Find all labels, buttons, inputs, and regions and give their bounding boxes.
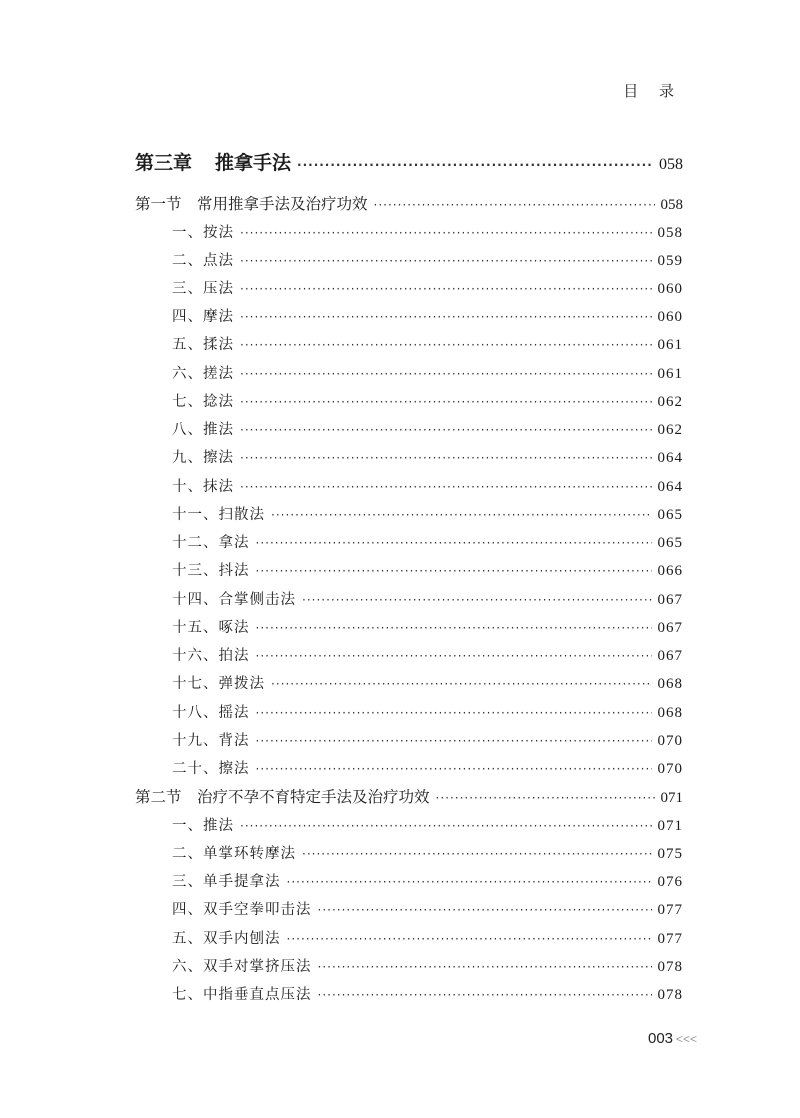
item-page: 065	[657, 535, 683, 551]
running-header: 目 录	[623, 82, 682, 100]
toc-item-entry[interactable]	[172, 701, 683, 722]
item-page: 065	[657, 507, 683, 523]
dot-leader	[297, 152, 653, 174]
section-title: 治疗不孕不育特定手法及治疗功效	[197, 788, 430, 806]
toc-item-entry[interactable]	[172, 729, 683, 750]
item-label: 八、推法	[172, 422, 234, 438]
page-number: 003	[648, 1030, 674, 1047]
item-page: 058	[657, 225, 683, 241]
toc-item-entry[interactable]	[172, 277, 683, 298]
toc-item-entry[interactable]	[172, 983, 683, 1004]
toc-section-entry[interactable]	[135, 785, 683, 807]
item-page: 078	[657, 959, 683, 975]
item-label: 十二、拿法	[172, 535, 250, 551]
dot-leader	[240, 225, 652, 241]
dot-leader	[256, 761, 652, 777]
chapter-page: 058	[659, 156, 683, 173]
toc-item-entry[interactable]	[172, 927, 683, 948]
toc-item-entry[interactable]	[172, 390, 683, 411]
item-label: 十七、弹拨法	[172, 676, 265, 692]
dot-leader	[240, 422, 652, 438]
chapter-number: 第三章	[135, 152, 193, 174]
item-label: 三、压法	[172, 281, 234, 297]
dot-leader	[287, 874, 652, 890]
section-title: 常用推拿手法及治疗功效	[197, 195, 368, 213]
item-page: 077	[657, 931, 683, 947]
dot-leader	[318, 902, 652, 918]
item-label: 四、双手空拳叩击法	[172, 902, 312, 918]
toc-item-entry[interactable]	[172, 955, 683, 976]
item-label: 二、点法	[172, 253, 234, 269]
dot-leader	[256, 705, 652, 721]
dot-leader	[240, 253, 652, 269]
item-page: 059	[657, 253, 683, 269]
item-label: 一、推法	[172, 818, 234, 834]
toc-item-entry[interactable]	[172, 644, 683, 665]
dot-leader	[256, 733, 652, 749]
item-label: 十八、摇法	[172, 705, 250, 721]
section-number: 第一节	[135, 195, 182, 213]
item-label: 四、摩法	[172, 309, 234, 325]
toc-chapter-entry[interactable]	[135, 148, 683, 175]
toc-item-entry[interactable]	[172, 616, 683, 637]
item-page: 067	[657, 620, 683, 636]
item-page: 070	[657, 733, 683, 749]
item-label: 六、搓法	[172, 366, 234, 382]
toc-item-entry[interactable]	[172, 221, 683, 242]
toc-item-entry[interactable]	[172, 333, 683, 354]
dot-leader	[256, 535, 652, 551]
dot-leader	[240, 281, 652, 297]
item-label: 七、捻法	[172, 394, 234, 410]
page-footer	[648, 1030, 697, 1047]
chapter-title: 推拿手法	[215, 152, 292, 174]
toc-item-entry[interactable]	[172, 842, 683, 863]
item-page: 062	[657, 422, 683, 438]
item-label: 五、揉法	[172, 337, 234, 353]
toc-item-entry[interactable]	[172, 249, 683, 270]
dot-leader	[240, 337, 652, 353]
dot-leader	[240, 450, 652, 466]
item-page: 060	[657, 309, 683, 325]
item-page: 067	[657, 648, 683, 664]
dot-leader	[287, 931, 652, 947]
item-label: 十四、合掌侧击法	[172, 592, 296, 608]
item-label: 二十、擦法	[172, 761, 250, 777]
page-arrows-icon: <<<	[676, 1032, 698, 1046]
dot-leader	[271, 676, 652, 692]
toc-item-entry[interactable]	[172, 898, 683, 919]
item-label: 五、双手内刨法	[172, 931, 281, 947]
item-page: 068	[657, 676, 683, 692]
dot-leader	[302, 592, 652, 608]
dot-leader	[256, 648, 652, 664]
item-label: 十五、啄法	[172, 620, 250, 636]
item-label: 十九、背法	[172, 733, 250, 749]
item-page: 066	[657, 563, 683, 579]
toc-section-entry[interactable]	[135, 192, 683, 214]
toc-item-entry[interactable]	[172, 588, 683, 609]
dot-leader	[240, 366, 652, 382]
item-page: 060	[657, 281, 683, 297]
dot-leader	[240, 479, 652, 495]
item-page: 076	[657, 874, 683, 890]
dot-leader	[318, 987, 652, 1003]
dot-leader	[256, 620, 652, 636]
toc-item-entry[interactable]	[172, 362, 683, 383]
toc-item-entry[interactable]	[172, 672, 683, 693]
item-label: 三、单手提拿法	[172, 874, 281, 890]
item-page: 068	[657, 705, 683, 721]
section-page: 071	[660, 790, 683, 806]
toc-item-entry[interactable]	[172, 446, 683, 467]
toc-item-entry[interactable]	[172, 559, 683, 580]
item-page: 078	[657, 987, 683, 1003]
item-label: 二、单掌环转摩法	[172, 846, 296, 862]
item-page: 061	[657, 366, 683, 382]
item-label: 十、抹法	[172, 479, 234, 495]
item-page: 071	[657, 818, 683, 834]
toc-item-entry[interactable]	[172, 503, 683, 524]
toc-item-entry[interactable]	[172, 475, 683, 496]
item-page: 064	[657, 479, 683, 495]
item-label: 九、擦法	[172, 450, 234, 466]
toc-item-entry[interactable]	[172, 757, 683, 778]
toc-item-entry[interactable]	[172, 531, 683, 552]
item-label: 十六、拍法	[172, 648, 250, 664]
toc-item-entry[interactable]	[172, 418, 683, 439]
dot-leader	[240, 309, 652, 325]
toc-item-entry[interactable]	[172, 814, 683, 835]
item-label: 七、中指垂直点压法	[172, 987, 312, 1003]
toc-item-entry[interactable]	[172, 305, 683, 326]
item-page: 062	[657, 394, 683, 410]
item-page: 075	[657, 846, 683, 862]
item-label: 一、按法	[172, 225, 234, 241]
dot-leader	[240, 818, 652, 834]
section-page: 058	[660, 197, 683, 213]
dot-leader	[374, 195, 655, 213]
item-page: 070	[657, 761, 683, 777]
item-page: 067	[657, 592, 683, 608]
dot-leader	[436, 788, 655, 806]
dot-leader	[302, 846, 652, 862]
item-page: 077	[657, 902, 683, 918]
item-label: 六、双手对掌挤压法	[172, 959, 312, 975]
item-label: 十一、扫散法	[172, 507, 265, 523]
item-label: 十三、抖法	[172, 563, 250, 579]
section-number: 第二节	[135, 788, 182, 806]
dot-leader	[271, 507, 652, 523]
dot-leader	[318, 959, 652, 975]
item-page: 061	[657, 337, 683, 353]
dot-leader	[256, 563, 652, 579]
item-page: 064	[657, 450, 683, 466]
dot-leader	[240, 394, 652, 410]
toc-item-entry[interactable]	[172, 870, 683, 891]
